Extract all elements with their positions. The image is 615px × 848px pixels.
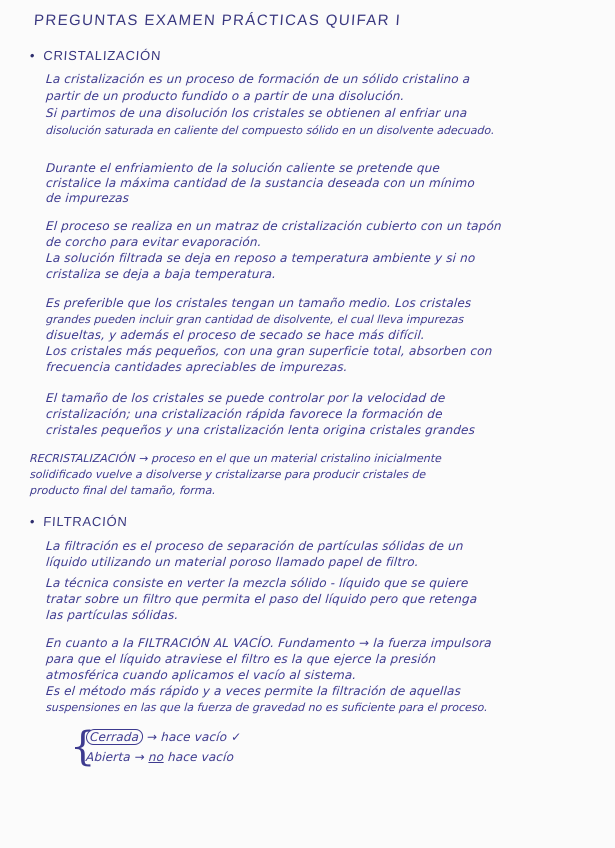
text-line: de corcho para evitar evaporación. [45, 235, 263, 249]
text-line: cristalización; una cristalización rápida favorece la formación de [45, 407, 444, 421]
bullet-icon: • [29, 514, 36, 529]
text-line: disolución saturada en caliente del compuesto sólido en un disolvente adecuado. [45, 124, 496, 137]
text-line: Es preferible que los cristales tengan un tamaño medio. Los cristales [45, 296, 472, 310]
text-line: Si partimos de una disolución los cristales se obtienen al enfriar una [45, 106, 468, 120]
section-heading-cristalizacion [29, 48, 161, 63]
text-line: suspensiones en las que la fuerza de gravedad no es suficiente para el proceso. [45, 701, 489, 714]
recristalizacion-line: producto final del tamaño, forma. [29, 484, 217, 497]
text-line: cristales pequeños y una cristalización lenta origina cristales grandes [45, 423, 476, 437]
page-title: PREGUNTAS EXAMEN PRÁCTICAS QUIFAR I [33, 12, 402, 29]
curly-brace-icon: { [70, 724, 96, 770]
heading-text: CRISTALIZACIÓN [42, 48, 162, 63]
option-label: Abierta [85, 750, 132, 764]
text-line: de impurezas [45, 191, 130, 205]
arrow-icon: → [134, 750, 146, 764]
recristalizacion-line: RECRISTALIZACIÓN → proceso en el que un material cristalino inicialmente [29, 452, 443, 465]
text-line: grandes pueden incluir gran cantidad de disolvente, el cual lleva impurezas [45, 313, 465, 326]
text-line: para que el líquido atraviese el filtro es la que ejerce la presión [45, 652, 437, 666]
text-line: La cristalización es un proceso de formación de un sólido cristalino a [45, 72, 471, 86]
text-line: Es el método más rápido y a veces permite la filtración de aquellas [45, 684, 462, 698]
text-line: En cuanto a la FILTRACIÓN AL VACÍO. Fundamento → la fuerza impulsora [45, 636, 493, 650]
option-cerrada [85, 730, 241, 745]
text-line: La filtración es el proceso de separación de partículas sólidas de un [45, 539, 465, 553]
negation-text: no [148, 750, 165, 764]
option-label: Cerrada [85, 729, 143, 745]
bullet-icon: • [29, 48, 36, 63]
text-line: frecuencia cantidades apreciables de impurezas. [45, 360, 349, 374]
text-line: La técnica consiste en verter la mezcla sólido - líquido que se quiere [45, 576, 469, 590]
arrow-icon: → [146, 730, 158, 744]
heading-text: FILTRACIÓN [42, 514, 129, 529]
text-line: disueltas, y además el proceso de secado se hace más difícil. [45, 328, 426, 342]
text-line: líquido utilizando un material poroso llamado papel de filtro. [45, 555, 420, 569]
text-line: las partículas sólidas. [45, 608, 179, 622]
text-line: partir de un producto fundido o a partir de una disolución. [45, 89, 406, 103]
text-line: cristalice la máxima cantidad de la sustancia deseada con un mínimo [45, 176, 476, 190]
text-line: Durante el enfriamiento de la solución caliente se pretende que [45, 161, 441, 175]
option-text: hace vacío [167, 750, 235, 764]
text-line: cristaliza se deja a baja temperatura. [45, 267, 277, 281]
option-abierta [85, 750, 234, 765]
section-heading-filtracion [29, 514, 128, 529]
option-text: hace vacío ✓ [160, 730, 242, 744]
text-line: atmosférica cuando aplicamos el vacío al sistema. [45, 668, 357, 682]
text-line: tratar sobre un filtro que permita el paso del líquido pero que retenga [45, 592, 478, 606]
recristalizacion-line: solidificado vuelve a disolverse y cristalizarse para producir cristales de [29, 468, 427, 481]
text-line: El proceso se realiza en un matraz de cristalización cubierto con un tapón [45, 219, 503, 233]
text-line: Los cristales más pequeños, con una gran superficie total, absorben con [45, 344, 493, 358]
text-line: El tamaño de los cristales se puede controlar por la velocidad de [45, 391, 446, 405]
text-line: La solución filtrada se deja en reposo a temperatura ambiente y si no [45, 251, 476, 265]
